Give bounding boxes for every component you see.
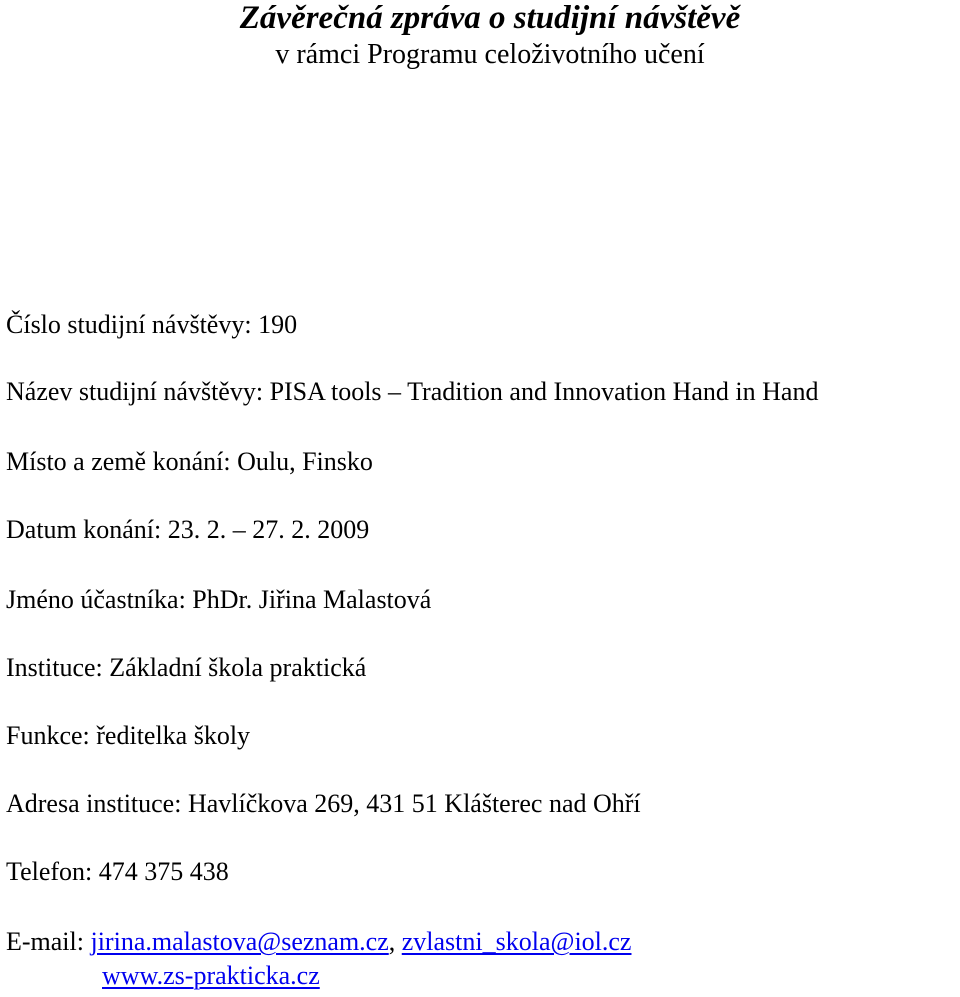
- date-value: 23. 2. – 27. 2. 2009: [167, 515, 370, 544]
- address-row: [6, 788, 641, 820]
- phone-value: 474 375 438: [98, 857, 229, 886]
- email-separator: ,: [388, 927, 396, 956]
- email-label: E-mail:: [6, 927, 84, 956]
- participant-label: Jméno účastníka:: [6, 585, 186, 614]
- address-value: Havlíčkova 269, 431 51 Klášterec nad Ohří: [187, 789, 641, 818]
- email-link-school[interactable]: zvlastni_skola@iol.cz: [401, 927, 632, 956]
- visit-name-label: Název studijní návštěvy:: [6, 377, 264, 406]
- website-row: [102, 960, 320, 992]
- institution-row: [6, 652, 366, 684]
- visit-number-label: Číslo studijní návštěvy:: [6, 310, 252, 339]
- position-value: ředitelka školy: [96, 721, 251, 750]
- visit-number-value: 190: [258, 310, 298, 339]
- participant-row: [6, 584, 431, 616]
- visit-name-value: PISA tools – Tradition and Innovation Hand in Hand: [269, 377, 819, 406]
- place-label: Místo a země konání:: [6, 447, 231, 476]
- position-row: [6, 720, 250, 752]
- report-subtitle: v rámci Programu celoživotního učení: [275, 39, 705, 70]
- place-value: Oulu, Finsko: [237, 447, 373, 476]
- date-row: [6, 514, 369, 546]
- address-label: Adresa instituce:: [6, 789, 182, 818]
- email-row: [6, 926, 631, 958]
- report-title: Závěrečná zpráva o studijní návštěvě: [239, 0, 741, 36]
- institution-label: Instituce:: [6, 653, 103, 682]
- visit-name-row: [6, 376, 818, 408]
- phone-row: [6, 856, 229, 888]
- date-label: Datum konání:: [6, 515, 162, 544]
- position-label: Funkce:: [6, 721, 90, 750]
- place-row: [6, 446, 373, 478]
- phone-label: Telefon:: [6, 857, 93, 886]
- participant-value: PhDr. Jiřina Malastová: [192, 585, 432, 614]
- email-link-personal[interactable]: jirina.malastova@seznam.cz: [90, 927, 389, 956]
- visit-number-row: [6, 309, 297, 341]
- institution-value: Základní škola praktická: [109, 653, 367, 682]
- website-link[interactable]: www.zs-prakticka.cz: [102, 961, 320, 990]
